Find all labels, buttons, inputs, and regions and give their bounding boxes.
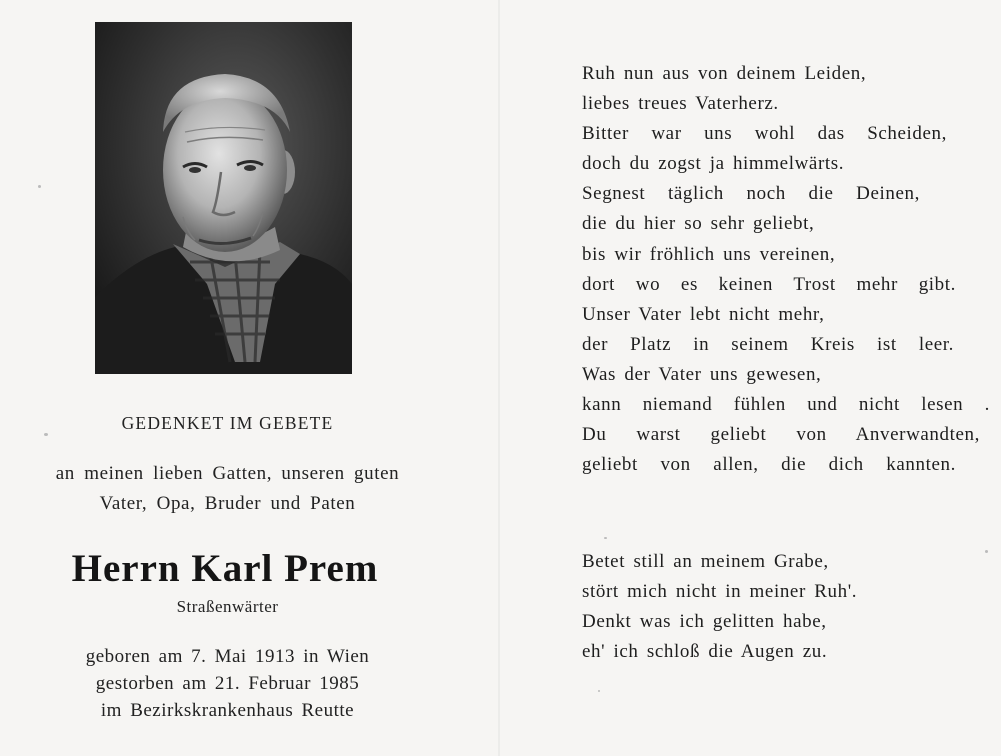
life-dates (0, 643, 455, 724)
paper-speck (985, 550, 988, 553)
poem-line: Ruh nun aus von deinem Leiden, (582, 63, 867, 84)
dedication-text (0, 459, 455, 519)
poem-line: kann niemand fühlen und nicht lesen . (582, 394, 990, 416)
poem-line: Denkt was ich gelitten habe, (582, 611, 827, 633)
prayer-heading: GEDENKET IM GEBETE (121, 413, 334, 433)
poem-line: eh' ich schloß die Augen zu. (582, 641, 828, 663)
poem-line: der Platz in seinem Kreis ist leer. (582, 333, 954, 355)
poem-line: stört mich nicht in meiner Ruh'. (582, 581, 858, 603)
paper-speck (604, 537, 607, 539)
poem-line: Du warst geliebt von Anverwandten, (582, 424, 980, 446)
poem-second (582, 547, 857, 667)
poem-line: geliebt von allen, die dich kannten. (582, 454, 956, 476)
poem-line: doch du zogst ja himmelwärts. (582, 153, 845, 175)
deceased-occupation: Straßenwärter (176, 597, 279, 616)
deceased-name: Herrn Karl Prem (71, 547, 379, 590)
poem-line: die du hier so sehr geliebt, (582, 213, 815, 235)
poem-line: liebes treues Vaterherz. (582, 93, 779, 115)
poem-first (582, 59, 990, 480)
poem-line: Bitter war uns wohl das Scheiden, (582, 123, 947, 145)
poem-line: Unser Vater lebt nicht mehr, (582, 303, 825, 325)
poem-line: dort wo es keinen Trost mehr gibt. (582, 273, 956, 295)
paper-speck (38, 185, 41, 188)
card-fold (498, 0, 500, 756)
poem-line: Was der Vater uns gewesen, (582, 363, 822, 385)
birth-line: geboren am 7. Mai 1913 in Wien (85, 646, 370, 667)
place-line: im Bezirkskrankenhaus Reutte (100, 700, 355, 721)
portrait-image (95, 22, 352, 374)
portrait-photo (95, 22, 352, 374)
poem-line: bis wir fröhlich uns vereinen, (582, 243, 836, 265)
paper-speck (598, 690, 600, 692)
dedication-line: Vater, Opa, Bruder und Paten (99, 493, 356, 514)
dedication-line: an meinen lieben Gatten, unseren guten (55, 463, 400, 484)
death-line: gestorben am 21. Februar 1985 (95, 673, 360, 694)
poem-line: Segnest täglich noch die Deinen, (582, 183, 920, 205)
poem-line: Betet still an meinem Grabe, (582, 551, 829, 572)
paper-speck (44, 433, 48, 436)
